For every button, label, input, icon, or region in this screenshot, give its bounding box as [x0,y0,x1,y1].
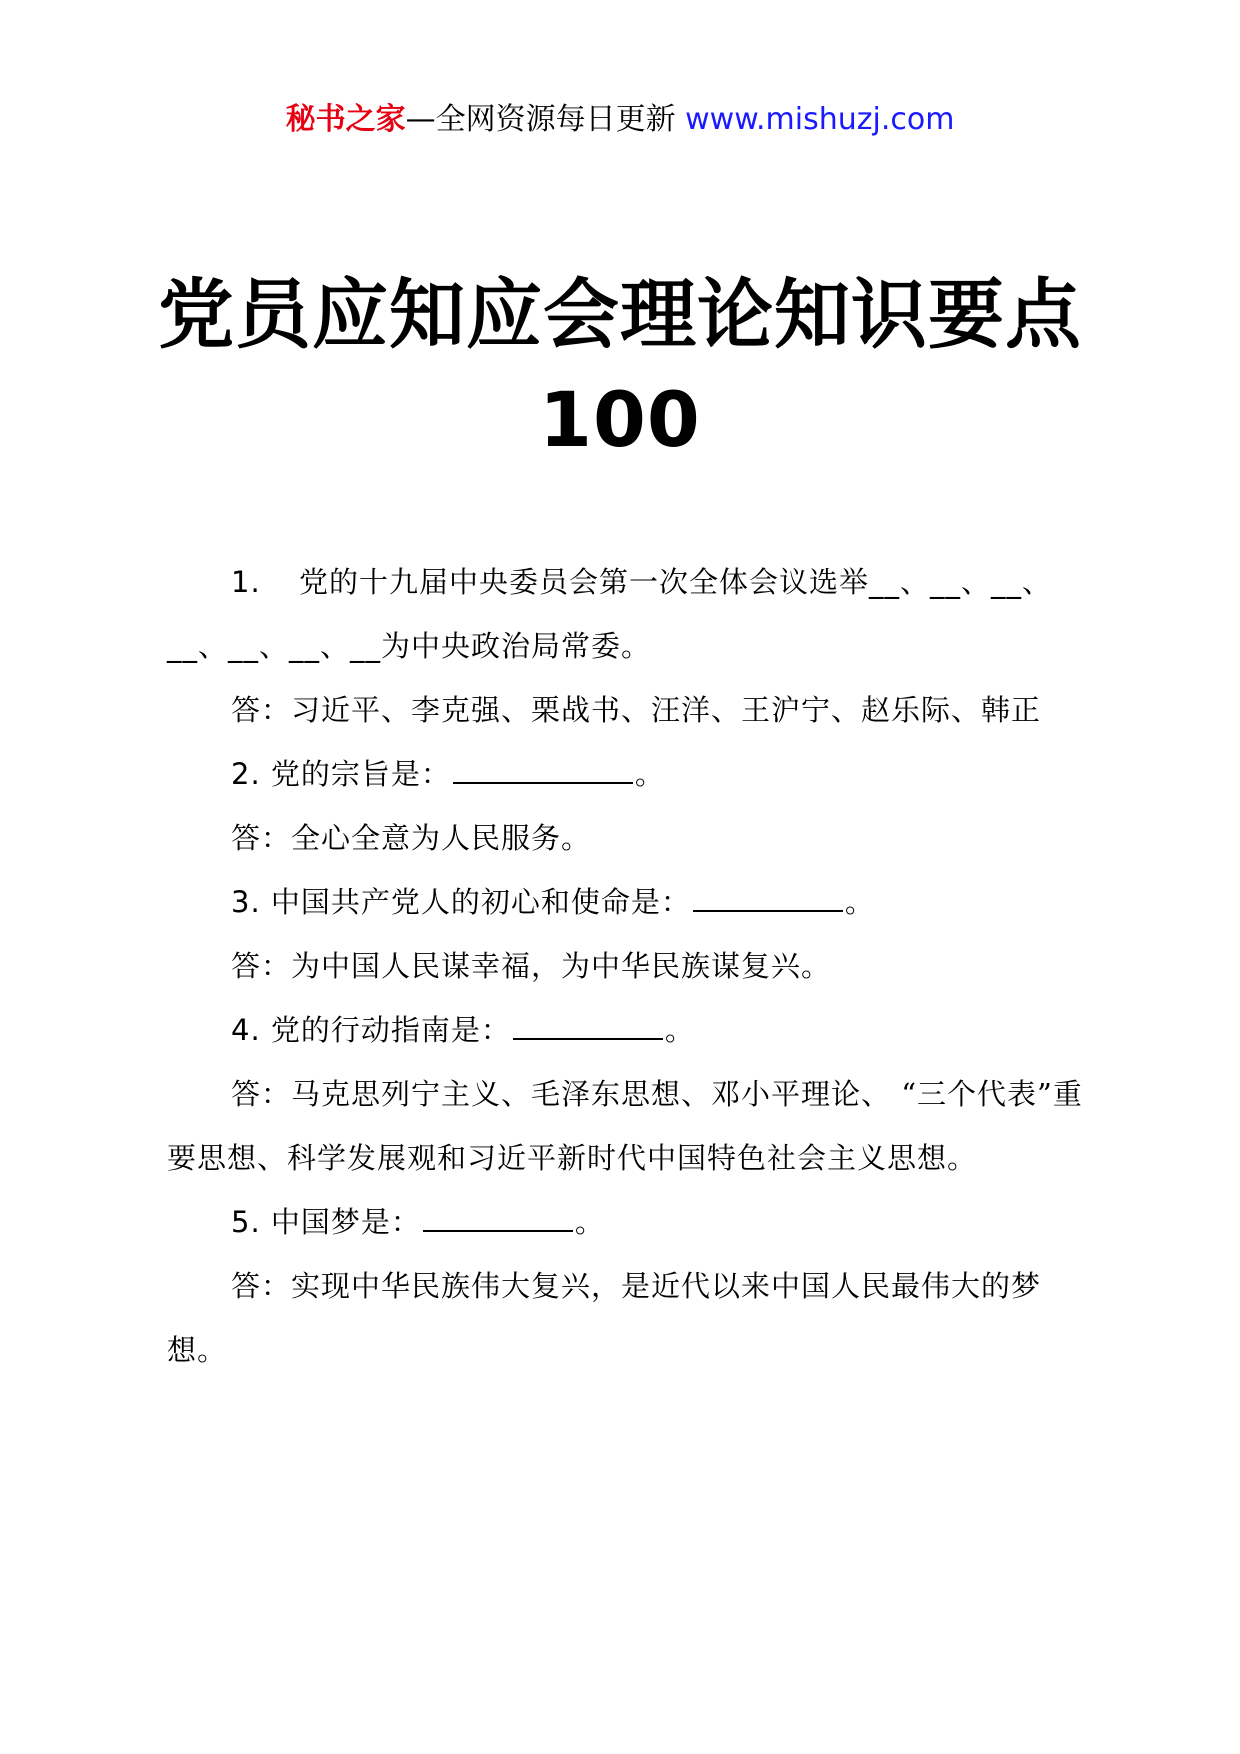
question-1 [167,550,1087,678]
header-banner [0,100,1240,140]
question-2 [167,742,1087,806]
brand-name: 秘书之家 [285,102,406,137]
answer-1: 答：习近平、李克强、栗战书、汪洋、王沪宁、赵乐际、韩正 [231,693,1042,727]
question-3 [167,870,1087,934]
page-title-line-2: 100 [539,375,701,464]
question-5-suffix: 。 [574,1205,605,1239]
question-4-number: 4. [231,1013,261,1047]
answer-4: 答：马克思列宁主义、毛泽东思想、邓小平理论、 “三个代表”重要思想、科学发展观和习近平新时代中国特色社会主义思想。 [167,1077,1083,1175]
question-4-suffix: 。 [664,1013,695,1047]
page-title-line-1: 党员应知应会理论知识要点 [158,270,1082,359]
question-2-number: 2. [231,757,261,791]
question-2-blank [453,752,633,784]
question-4-blank [513,1008,663,1040]
question-4 [167,998,1087,1062]
question-2-suffix: 。 [634,757,665,791]
question-5-text: 中国梦是： [270,1205,421,1239]
question-1-number: 1. [231,565,261,599]
header-slogan: —全网资源每日更新 [405,102,686,137]
question-3-blank [693,880,843,912]
question-4-text: 党的行动指南是： [270,1013,511,1047]
question-5-number: 5. [231,1205,261,1239]
question-5-blank [423,1200,573,1232]
question-2-text: 党的宗旨是： [270,757,451,791]
question-5 [167,1190,1087,1254]
question-1-text: 党的十九届中央委员会第一次全体会议选举__、__、__、__、__、__、__为中央政治局常委。 [167,565,1053,663]
answer-5: 答：实现中华民族伟大复兴，是近代以来中国人民最伟大的梦想。 [167,1269,1042,1367]
header-url-link[interactable]: www.mishuzj.com [685,102,955,137]
answer-2: 答：全心全意为人民服务。 [231,821,592,855]
question-3-number: 3. [231,885,261,919]
answer-3: 答：为中国人民谋幸福，为中华民族谋复兴。 [231,949,832,983]
question-3-suffix: 。 [844,885,875,919]
document-body [167,550,1087,1382]
question-3-text: 中国共产党人的初心和使命是： [270,885,691,919]
